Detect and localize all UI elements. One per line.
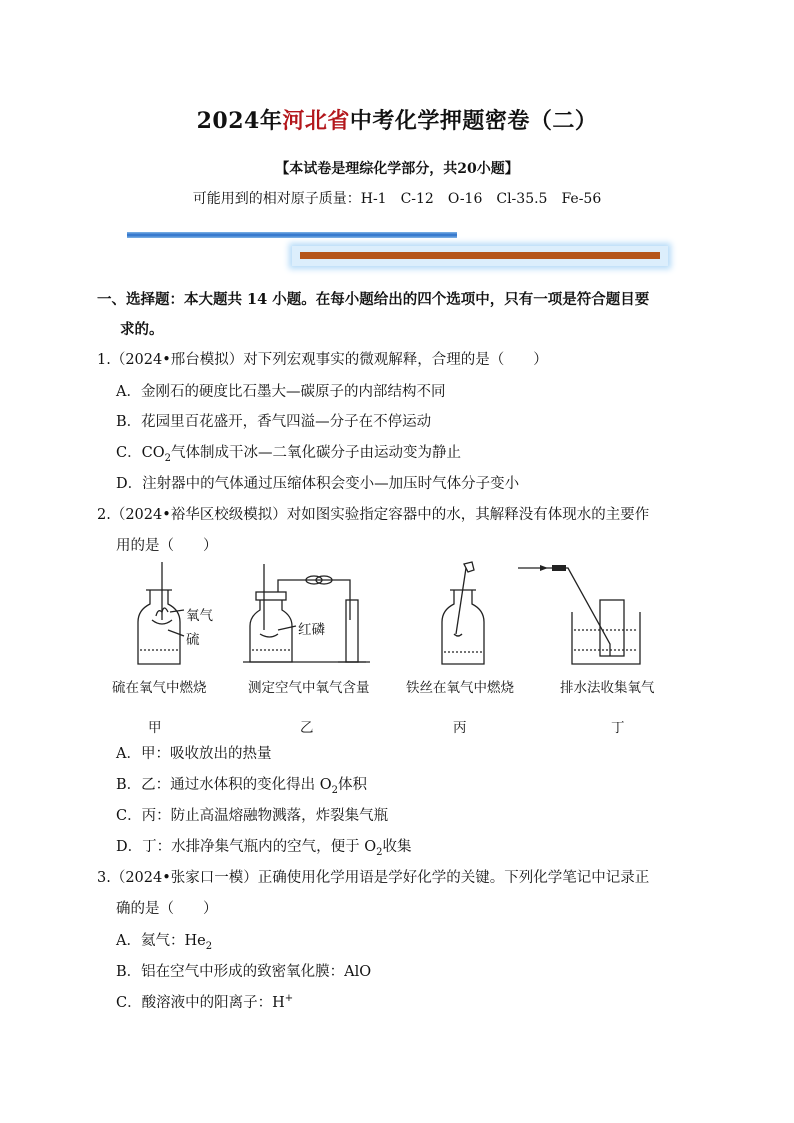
q2-option-d: D．丁：水排净集气瓶内的空气，便于 $O_2$收集 xyxy=(116,839,412,858)
subtitle-scope: 【本试卷是理综化学部分，共20小题】 xyxy=(275,161,519,177)
caption-bing: 铁丝在氧气中燃烧 xyxy=(406,680,514,696)
q1-option-d: D．注射器中的气体通过压缩体积会变小—加压时气体分子变小 xyxy=(116,476,520,492)
q2-option-a: A．甲：吸收放出的热量 xyxy=(116,746,272,762)
caption-ding: 排水法收集氧气 xyxy=(560,680,655,696)
q3-option-b: B．铝在空气中形成的致密氧化膜：AlO xyxy=(116,964,372,980)
name-yi: 乙 xyxy=(300,720,314,736)
q2-stem: 2.（2024•裕华区校级模拟）对如图实验指定容器中的水，其解释没有体现水的主要作 xyxy=(97,507,650,523)
title-rest: 中考化学押题密卷（二） xyxy=(349,108,598,134)
q1-option-b: B．花园里百花盛开，香气四溢—分子在不停运动 xyxy=(116,414,432,430)
q1-stem: 1.（2024•邢台模拟）对下列宏观事实的微观解释，合理的是（ ） xyxy=(97,352,548,368)
q3-stem: 3.（2024•张家口一模）正确使用化学用语是学好化学的关键。下列化学笔记中记录正 xyxy=(97,870,650,886)
name-ding: 丁 xyxy=(611,720,625,736)
q2-option-b: B．乙：通过水体积的变化得出 $O_2$体积 xyxy=(116,777,368,796)
label-sulfur: 硫 xyxy=(186,632,200,648)
title-province: 河北省 xyxy=(282,108,350,134)
name-jia: 甲 xyxy=(148,720,162,736)
caption-yi: 测定空气中氧气含量 xyxy=(248,680,370,696)
title-year: 2024年 xyxy=(196,108,283,134)
decor-blue-bar xyxy=(127,232,457,238)
q1-option-c: C．$CO_2$气体制成干冰—二氧化碳分子由运动变为静止 xyxy=(116,445,461,464)
label-red-phosphorus: 红磷 xyxy=(298,622,325,638)
caption-jia: 硫在氧气中燃烧 xyxy=(112,680,207,696)
name-bing: 丙 xyxy=(453,720,467,736)
q3-option-c: C．酸溶液中的阳离子：H+ xyxy=(116,993,294,1011)
subtitle-atomic-mass: 可能用到的相对原子质量：H-1 C-12 O-16 Cl-35.5 Fe-56 xyxy=(192,191,602,207)
label-oxygen: 氧气 xyxy=(186,608,213,624)
q2-option-c: C．丙：防止高温熔融物溅落，炸裂集气瓶 xyxy=(116,808,389,824)
section-heading-cont: 求的。 xyxy=(120,321,164,338)
page-title xyxy=(0,104,794,135)
q3-option-a: A．氦气：$He_2$ xyxy=(116,933,213,952)
q1-option-a: A．金刚石的硬度比石墨大—碳原子的内部结构不同 xyxy=(116,384,446,400)
q2-stem-cont: 用的是（ ） xyxy=(116,538,218,554)
section-heading: 一、选择题：本大题共 14 小题。在每小题给出的四个选项中，只有一项是符合题目要 xyxy=(97,291,650,308)
q3-stem-cont: 确的是（ ） xyxy=(116,901,218,917)
decor-orange-bar xyxy=(292,246,668,266)
